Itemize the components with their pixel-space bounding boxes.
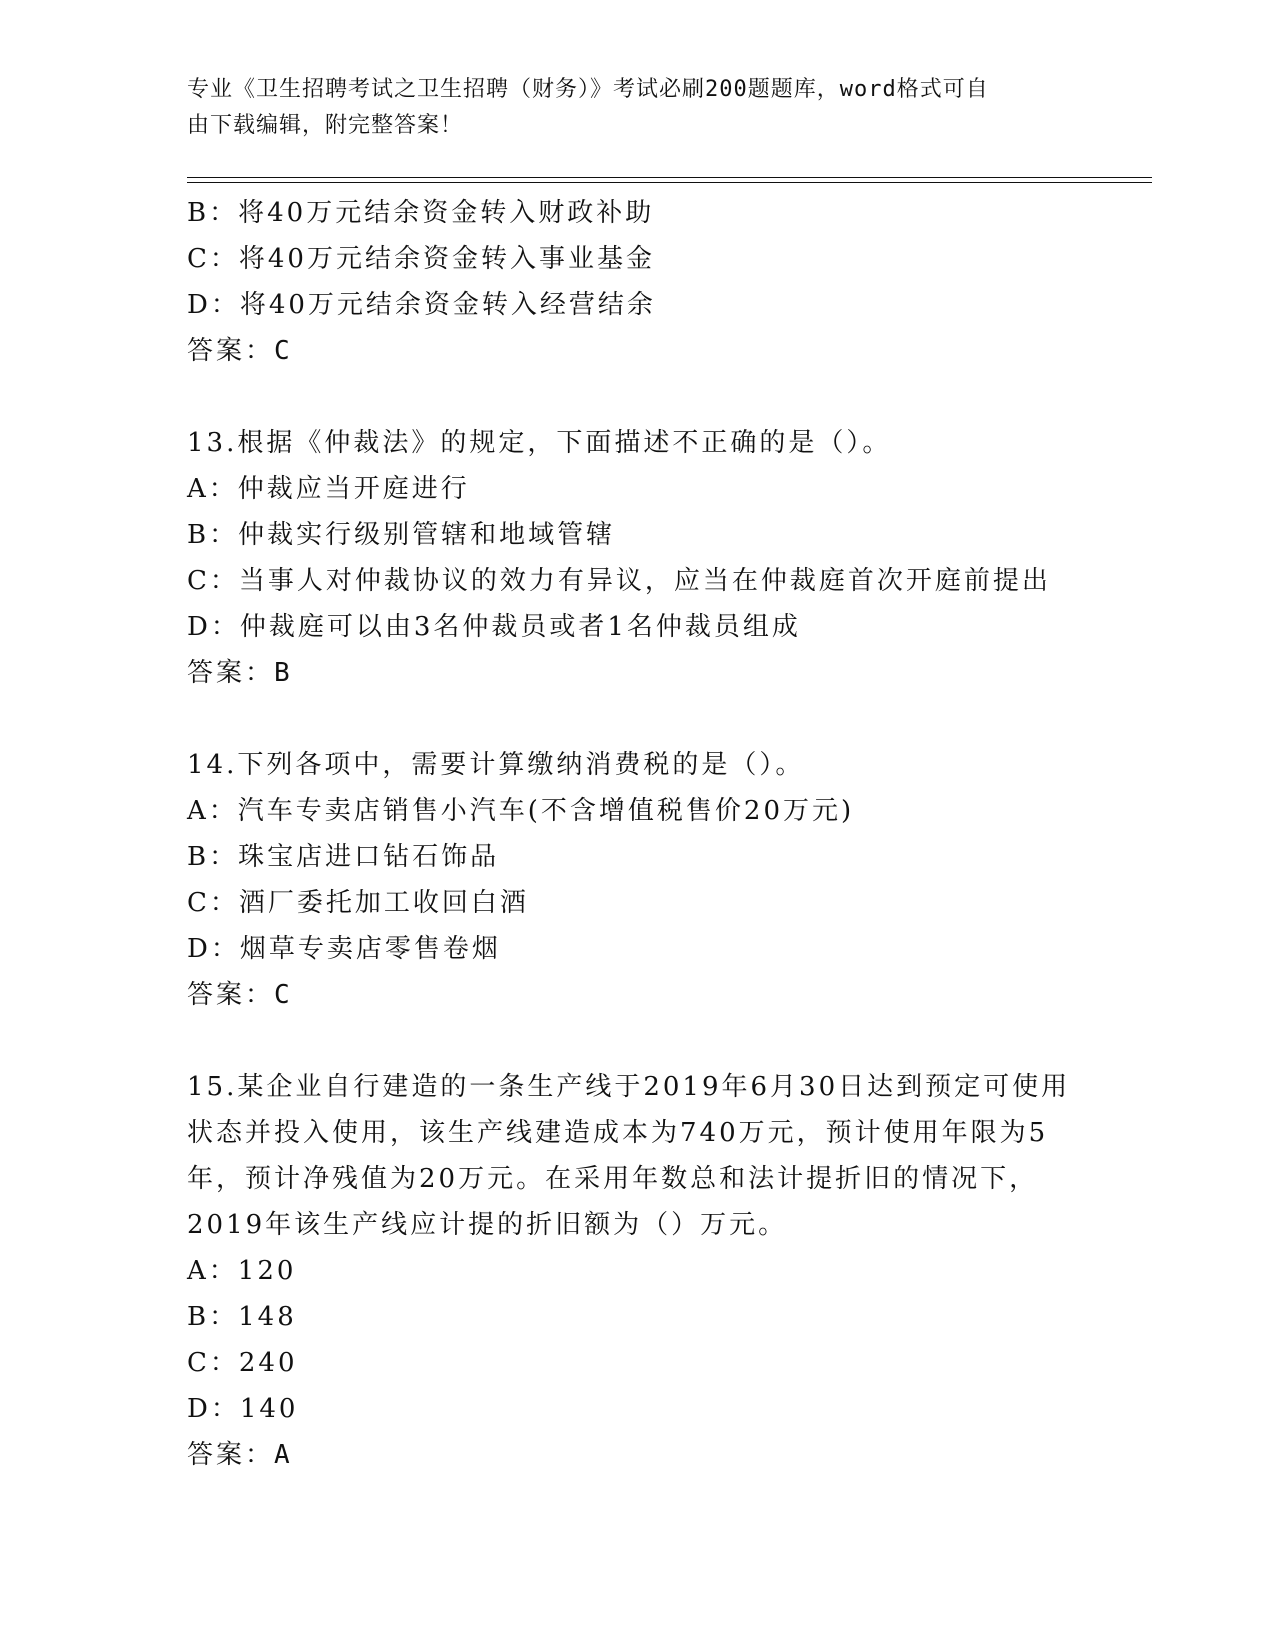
spacer (187, 1018, 1152, 1064)
option-b: B：仲裁实行级别管辖和地域管辖 (187, 520, 616, 550)
spacer (187, 374, 1152, 420)
question-stem-line-2: 状态并投入使用，该生产线建造成本为740万元，预计使用年限为5 (187, 1118, 1049, 1148)
header-divider-bottom (187, 182, 1152, 183)
option-a: A：汽车专卖店销售小汽车(不含增值税售价20万元) (187, 796, 855, 826)
spacer (187, 696, 1152, 742)
question-stem-line-3: 年，预计净残值为20万元。在采用年数总和法计提折旧的情况下， (187, 1164, 1039, 1194)
option-b: B：148 (187, 1302, 297, 1332)
answer-label: 答案： (187, 980, 275, 1010)
question-stem: 14.下列各项中，需要计算缴纳消费税的是（）。 (187, 750, 805, 780)
option-c: C：酒厂委托加工收回白酒 (187, 888, 529, 918)
question-stem-line-4: 2019年该生产线应计提的折旧额为（）万元。 (187, 1210, 788, 1240)
question-list (187, 190, 1152, 1478)
document-header (187, 72, 1087, 144)
question-stem: 13.根据《仲裁法》的规定，下面描述不正确的是（）。 (187, 428, 892, 458)
prev-question (187, 190, 1152, 374)
answer-label: 答案： (187, 658, 275, 688)
question-stem-line-1: 15.某企业自行建造的一条生产线于2019年6月30日达到预定可使用 (187, 1072, 1071, 1102)
answer-label: 答案： (187, 1440, 275, 1470)
answer-value: C (274, 336, 293, 366)
option-d: D：140 (187, 1394, 299, 1424)
question-14 (187, 742, 1152, 1018)
answer-line (187, 328, 1152, 374)
header-divider-top (187, 177, 1152, 178)
answer-value: B (274, 658, 293, 688)
answer-line (187, 1432, 1152, 1478)
answer-line (187, 650, 1152, 696)
answer-value: C (274, 980, 293, 1010)
question-13 (187, 420, 1152, 696)
question-15 (187, 1064, 1152, 1478)
option-b: B：珠宝店进口钻石饰品 (187, 842, 500, 872)
header-line-1: 专业《卫生招聘考试之卫生招聘（财务）》考试必刷200题题库，word格式可自 (187, 77, 989, 102)
option-a: A：仲裁应当开庭进行 (187, 474, 470, 504)
header-line-2: 由下载编辑，附完整答案！ (187, 113, 464, 138)
option-b: B：将40万元结余资金转入财政补助 (187, 198, 655, 228)
option-d: D：烟草专卖店零售卷烟 (187, 934, 501, 964)
option-a: A：120 (187, 1256, 297, 1286)
answer-label: 答案： (187, 336, 275, 366)
option-c: C：将40万元结余资金转入事业基金 (187, 244, 655, 274)
answer-value: A (274, 1440, 293, 1470)
option-d: D：仲裁庭可以由3名仲裁员或者1名仲裁员组成 (187, 612, 801, 642)
option-c: C：240 (187, 1348, 298, 1378)
option-c: C：当事人对仲裁协议的效力有异议，应当在仲裁庭首次开庭前提出 (187, 566, 1051, 596)
option-d: D：将40万元结余资金转入经营结余 (187, 290, 656, 320)
answer-line (187, 972, 1152, 1018)
